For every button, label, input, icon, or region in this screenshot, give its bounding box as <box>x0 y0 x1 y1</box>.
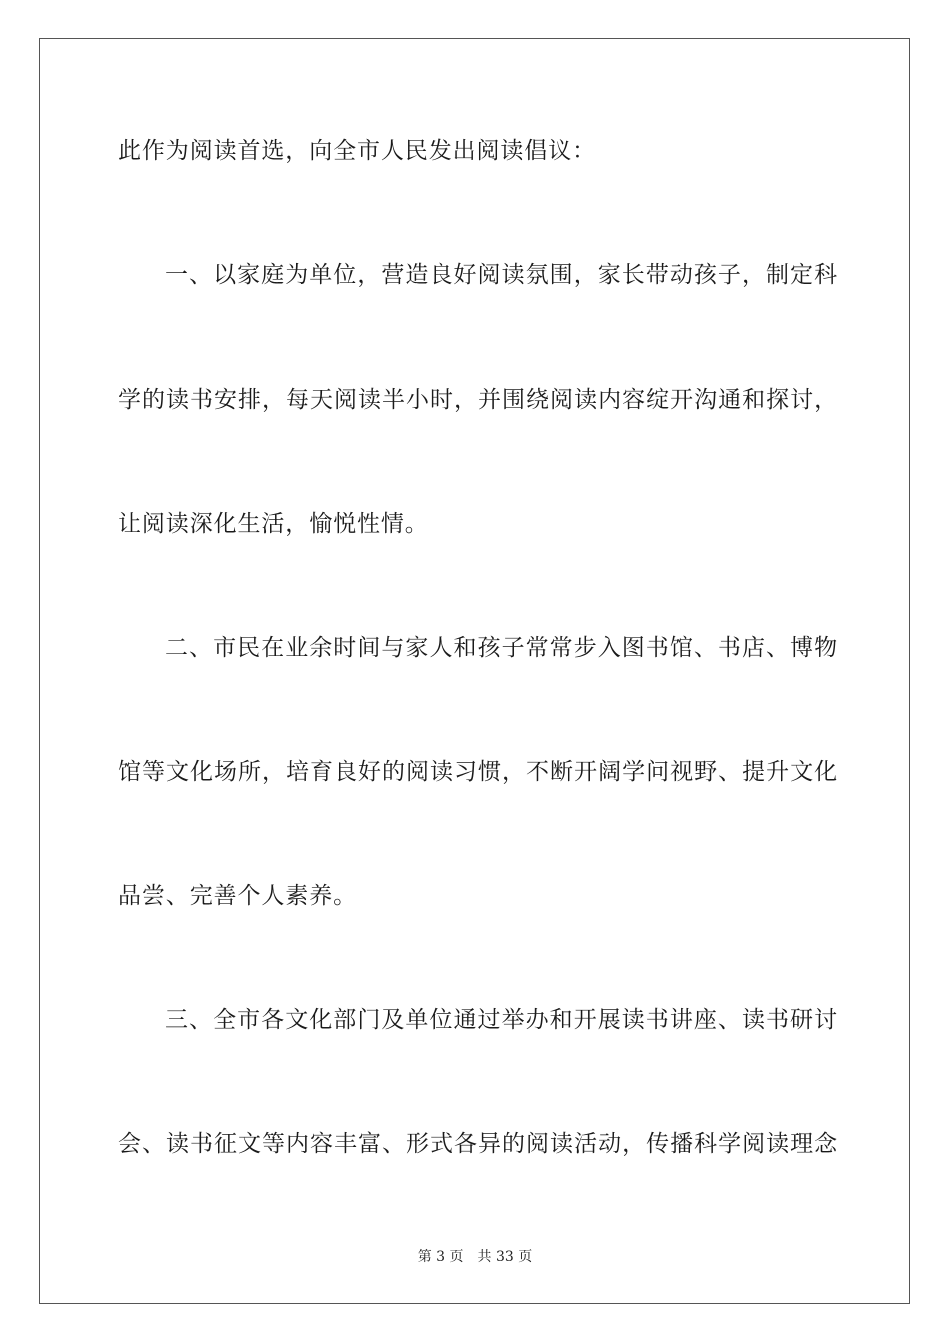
paragraph-line: 让阅读深化生活，愉悦性情。 <box>118 511 429 537</box>
page-number: 第 3 页 <box>417 1249 464 1265</box>
paragraph-line: 二、市民在业余时间与家人和孩子常常步入图书馆、书店、博物 <box>165 635 838 661</box>
paragraph-line: 品尝、完善个人素养。 <box>118 883 357 909</box>
paragraph-line: 馆等文化场所，培育良好的阅读习惯，不断开阔学问视野、提升文化 <box>118 759 838 785</box>
paragraph-line: 会、读书征文等内容丰富、形式各异的阅读活动，传播科学阅读理念 <box>118 1131 838 1157</box>
paragraph-line: 三、全市各文化部门及单位通过举办和开展读书讲座、读书研讨 <box>165 1007 838 1033</box>
page-frame <box>39 38 910 1304</box>
total-pages: 共 33 页 <box>477 1249 533 1265</box>
paragraph-line: 此作为阅读首选，向全市人民发出阅读倡议： <box>118 138 596 164</box>
page-footer <box>0 1248 950 1266</box>
paragraph-line: 一、以家庭为单位，营造良好阅读氛围，家长带动孩子，制定科 <box>165 262 838 288</box>
paragraph-line: 学的读书安排，每天阅读半小时，并围绕阅读内容绽开沟通和探讨， <box>118 387 838 413</box>
